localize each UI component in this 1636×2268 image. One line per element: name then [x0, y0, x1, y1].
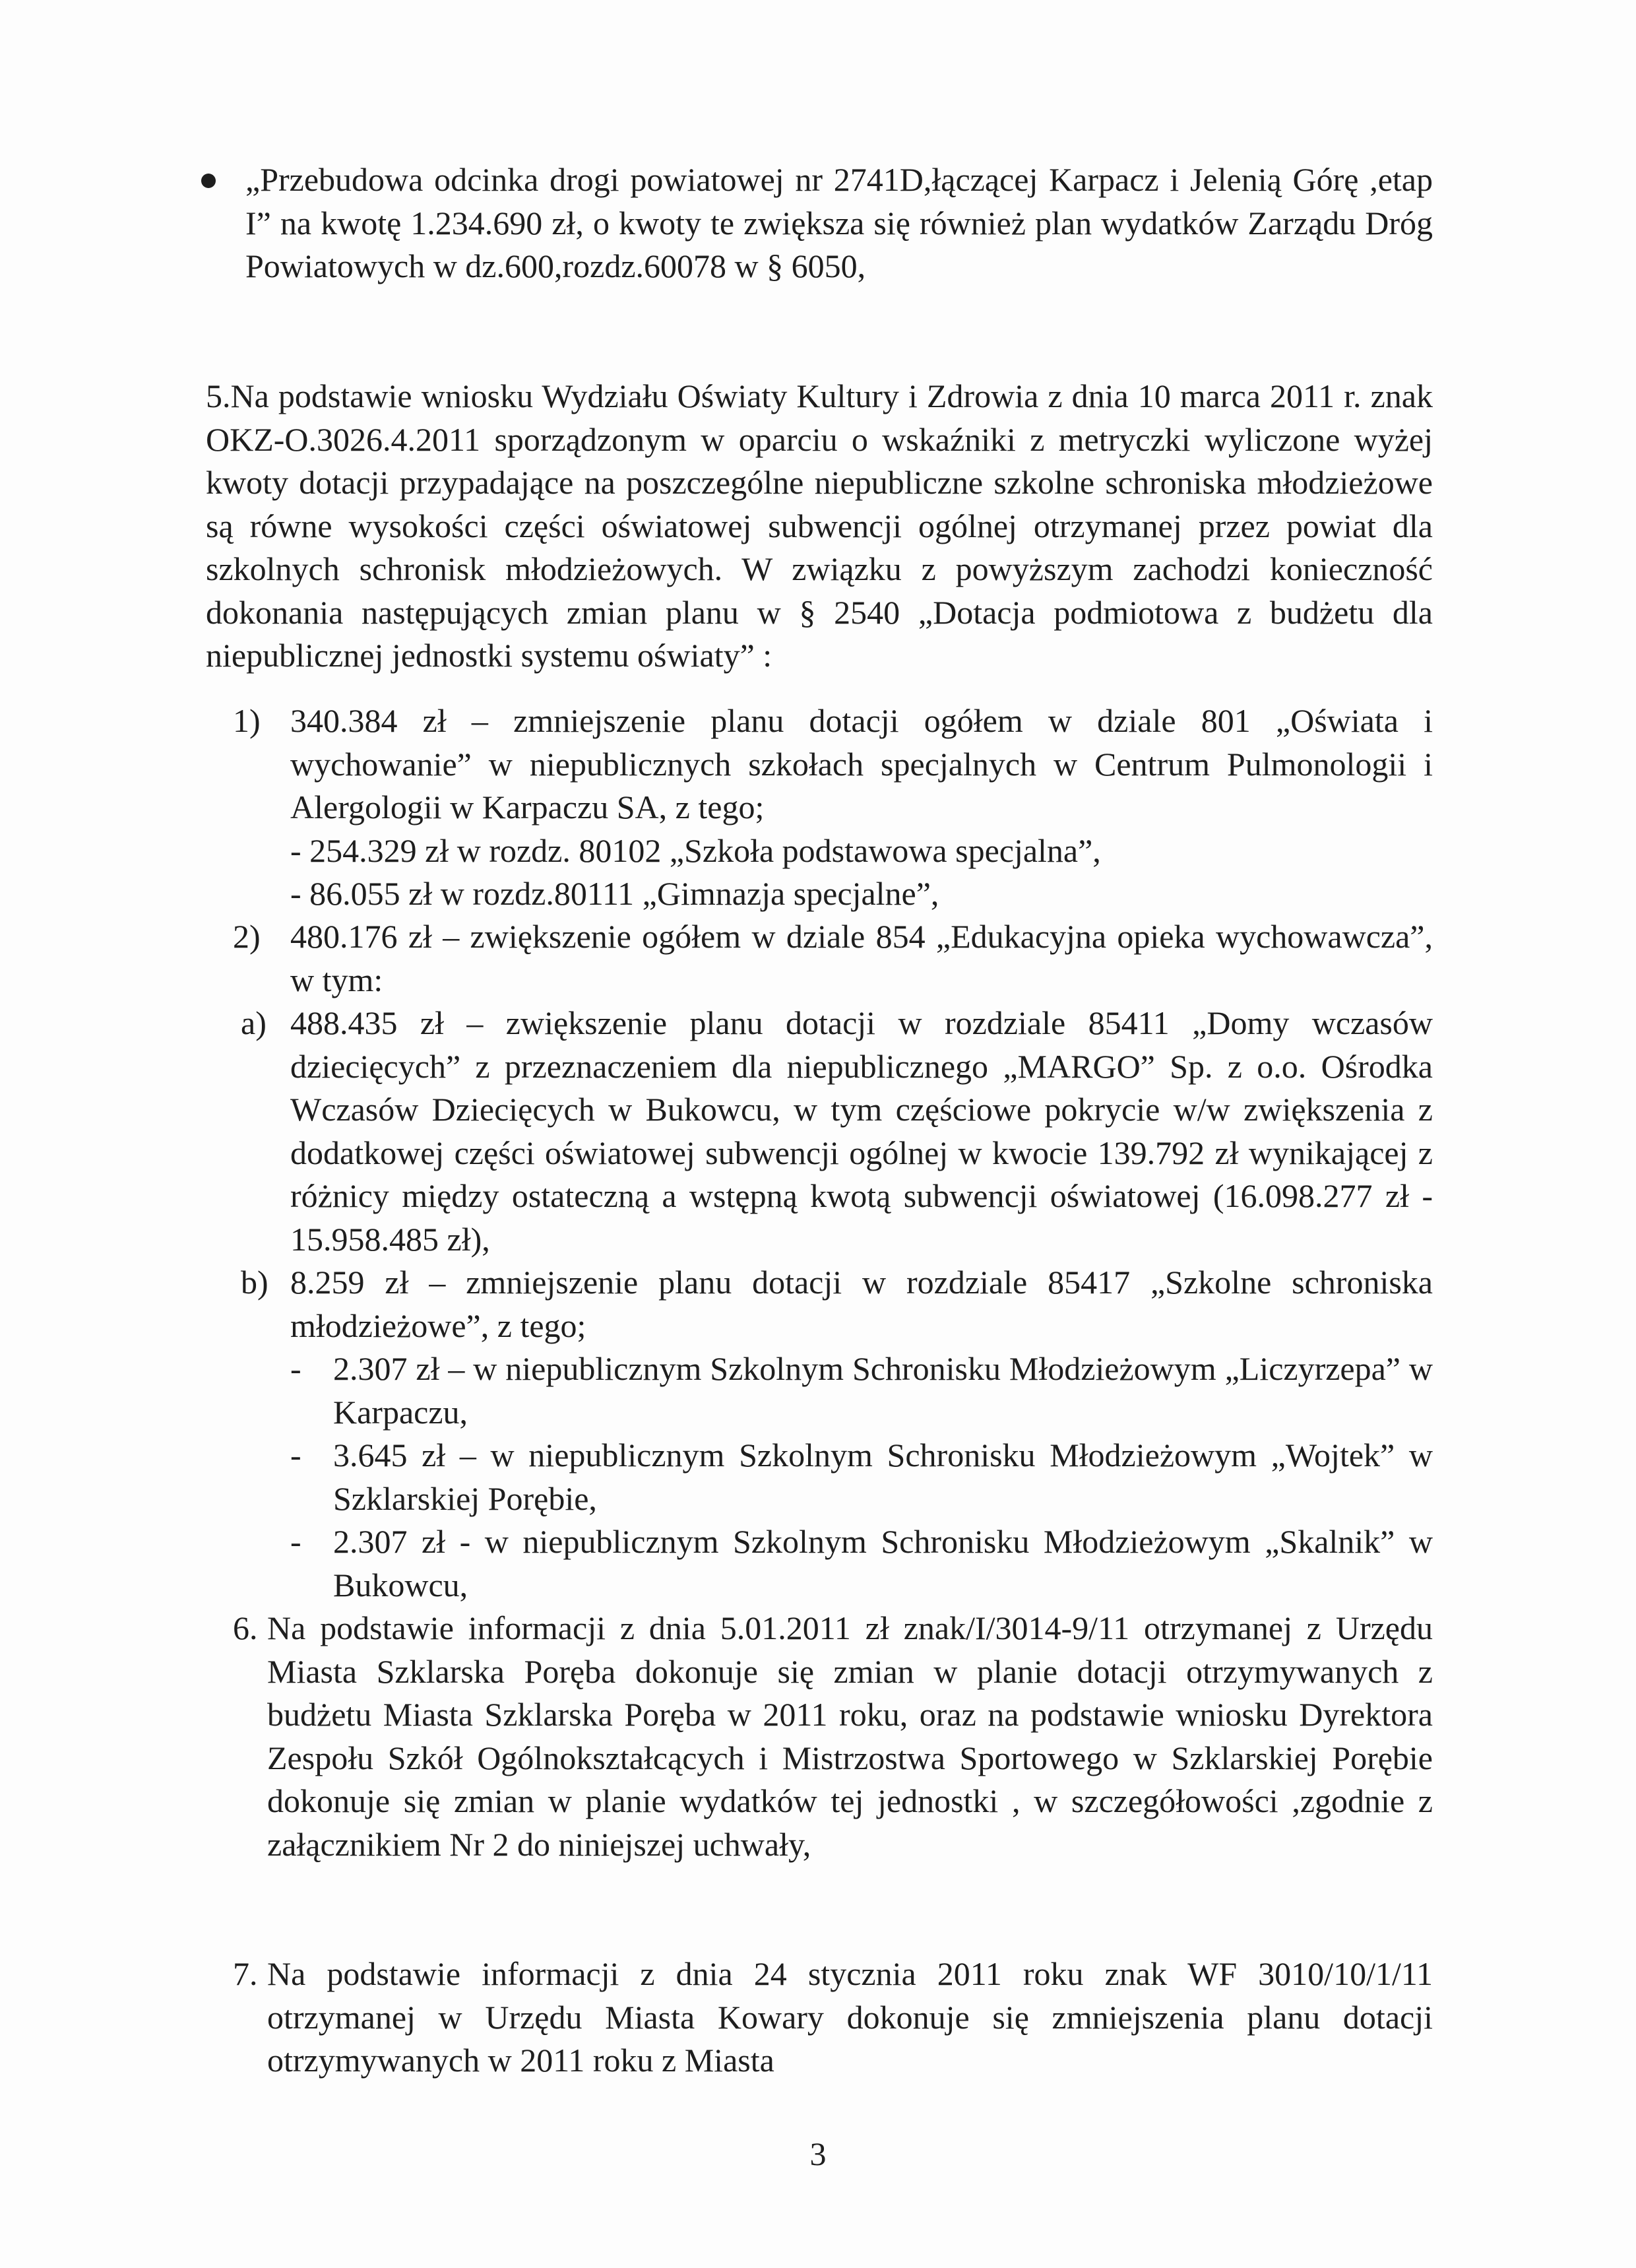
dash-b1-paragraph — [290, 1347, 1433, 1434]
item-b-text: 8.259 zł – zmniejszenie planu dotacji w rozdziale 85417 „Szkolne schroniska młodzieżowe”, z tego; — [290, 1264, 1433, 1344]
item-1-paragraph — [233, 699, 1433, 916]
point-6-text: Na podstawie informacji z dnia 5.01.2011 zł znak/I/3014-9/11 otrzymanej z Urzędu Miasta Szklarska Poręba dokonuje się zmian w planie dotacji otrzymywanych z budżetu Miasta Szklarska Poręba w 2011 roku, oraz na podstawie wniosku Dyrektora Zespołu Szkół Ogólnokształcących i Mistrzostwa Sportowego w Szklarskiej Porębie dokonuje się zmian w planie wydatków tej jednostki , w szczegółowości ,zgodnie z załącznikiem Nr 2 do niniejszej uchwały, — [267, 1609, 1433, 1863]
bullet-paragraph: „Przebudowa odcinka drogi powiatowej nr 2741D,łączącej Karpacz i Jelenią Górę ,etap I” na kwotę 1.234.690 zł, o kwoty te zwiększa się również plan wydatków Zarządu Dróg Powiatowych w dz.600,rozdz.60078 w § 6050, — [245, 161, 1433, 284]
item-2-paragraph — [233, 915, 1433, 1002]
dash-b2-label: - — [290, 1437, 301, 1474]
point-7-text: Na podstawie informacji z dnia 24 stycznia 2011 roku znak WF 3010/10/1/11 otrzymanej w Urzędu Miasta Kowary dokonuje się zmniejszenia planu dotacji otrzymywanych w 2011 roku z Miasta — [267, 1955, 1433, 2079]
item-a-paragraph — [241, 1002, 1433, 1261]
point-6-paragraph — [233, 1607, 1433, 1866]
item-1-dash-1: - 254.329 zł w rozdz. 80102 „Szkoła podstawowa specjalna”, — [290, 831, 1101, 869]
dash-b3-text: 2.307 zł - w niepublicznym Szkolnym Schronisku Młodzieżowym „Skalnik” w Bukowcu, — [333, 1523, 1433, 1604]
dash-b3-label: - — [290, 1523, 301, 1560]
item-2-label: 2) — [233, 918, 261, 955]
item-1-text: 340.384 zł – zmniejszenie planu dotacji ogółem w dziale 801 „Oświata i wychowanie” w niepublicznych szkołach specjalnych w Centrum Pulmonologii i Alergologii w Karpaczu SA, z tego; — [290, 702, 1433, 826]
point-5-text: Na podstawie wniosku Wydziału Oświaty Kultury i Zdrowia z dnia 10 marca 2011 r. znak OKZ-O.3026.4.2011 sporządzonym w oparciu o wskaźniki z metryczki wyliczone wyżej kwoty dotacji przypadające na poszczególne niepubliczne szkolne schroniska młodzieżowe są równe wysokości części oświatowej subwencji ogólnej otrzymanej przez powiat dla szkolnych schronisk młodzieżowych. W związku z powyższym zachodzi konieczność dokonania następujących zmian planu w § 2540 „Dotacja podmiotowa z budżetu dla niepublicznej jednostki systemu oświaty” : — [206, 377, 1433, 674]
bullet-icon — [201, 174, 216, 188]
dash-b2-paragraph — [290, 1434, 1433, 1520]
point-7-label: 7. — [233, 1955, 258, 1992]
page-number: 3 — [809, 2135, 827, 2172]
dash-b1-text: 2.307 zł – w niepublicznym Szkolnym Schronisku Młodzieżowym „Liczyrzepa” w Karpaczu, — [333, 1350, 1433, 1431]
item-2-text: 480.176 zł – zwiększenie ogółem w dziale 854 „Edukacyjna opieka wychowawcza”, w tym: — [290, 918, 1433, 998]
point-7-paragraph — [233, 1953, 1433, 2083]
item-1-dash-2: - 86.055 zł w rozdz.80111 „Gimnazja specjalne”, — [290, 875, 939, 912]
point-5-label: 5. — [206, 377, 231, 414]
item-1-label: 1) — [233, 702, 261, 739]
item-b-paragraph — [241, 1261, 1433, 1347]
dash-b1-label: - — [290, 1350, 301, 1387]
dash-b2-text: 3.645 zł – w niepublicznym Szkolnym Schronisku Młodzieżowym „Wojtek” w Szklarskiej Porębie, — [333, 1437, 1433, 1517]
point-6-label: 6. — [233, 1609, 258, 1646]
item-b-label: b) — [241, 1264, 268, 1301]
point-5-paragraph — [206, 375, 1433, 678]
item-a-text: 488.435 zł – zwiększenie planu dotacji w rozdziale 85411 „Domy wczasów dziecięcych” z przeznaczeniem dla niepublicznego „MARGO” Sp. z o.o. Ośrodka Wczasów Dziecięcych w Bukowcu, w tym częściowe pokrycie w/w zwiększenia z dodatkowej części oświatowej subwencji ogólnej w kwocie 139.792 zł wynikającej z różnicy między ostateczną a wstępną kwotą subwencji oświatowej (16.098.277 zł - 15.958.485 zł), — [290, 1004, 1433, 1258]
dash-b3-paragraph — [290, 1520, 1433, 1607]
item-a-label: a) — [241, 1004, 267, 1041]
